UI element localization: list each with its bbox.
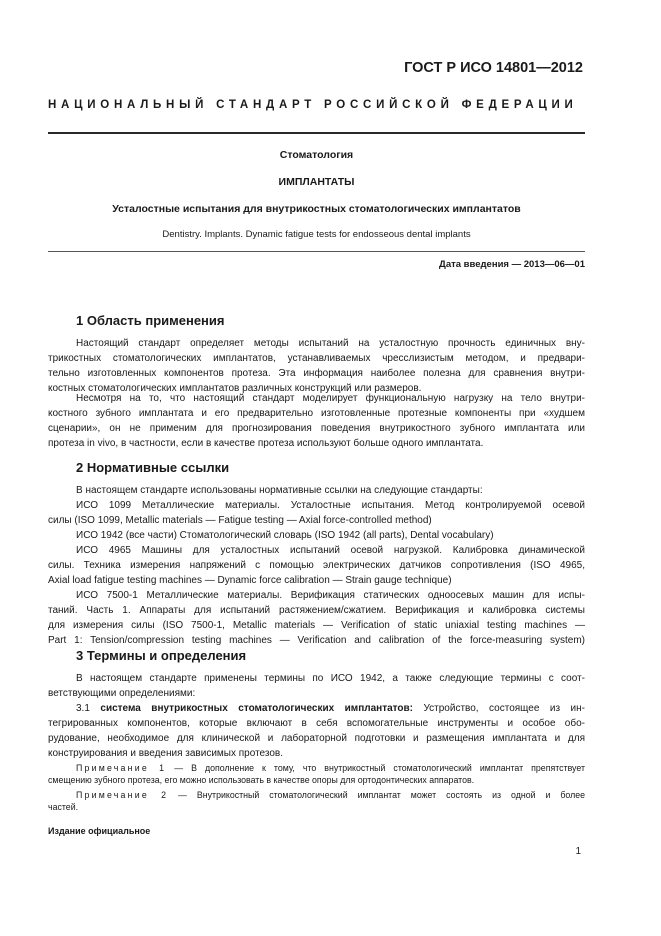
title-field: Стоматология (279, 149, 354, 161)
text-line: таний. Часть 1. Аппараты для испытаний растяжением/сжатием. Верификация и калибровка системы (48, 605, 585, 616)
title-name-ru: Усталостные испытания для внутрикостных стоматологических имплантатов (112, 203, 521, 215)
text-line (48, 789, 585, 801)
text-line: Axial load fatigue testing machines — Dynamic force calibration — Strain gauge technique) (48, 575, 452, 586)
note-label: Примечание 2 (76, 790, 169, 800)
text-line: ИСО 7500-1 Металлические материалы. Верификация статических одноосевых машин для испы- (76, 590, 585, 601)
title-rule (48, 251, 585, 252)
document-code: ГОСТ Р ИСО 14801—2012 (404, 60, 583, 76)
text-line: Part 1: Tension/compression testing machines — Verification and calibration of the force-measuring system) (48, 635, 585, 646)
text-line: ИСО 1099 Металлические материалы. Усталостные испытания. Метод контролируемой осевой (76, 500, 585, 511)
note-label: Примечание 1 (76, 763, 167, 773)
intro-date: Дата введения — 2013—06—01 (439, 259, 585, 270)
title-name-en: Dentistry. Implants. Dynamic fatigue tests for endosseous dental implants (162, 229, 471, 240)
section-2-references (48, 483, 585, 648)
title-subject: ИМПЛАНТАТЫ (278, 176, 355, 188)
section-3-heading: 3 Термины и определения (76, 648, 247, 663)
text-line: силы (ISO 1099, Metallic materials — Fatigue testing — Axial force-controlled method) (48, 515, 432, 526)
note-text: — В дополнение к тому, что внутрикостный стоматологический имплантат препятствует (166, 763, 585, 773)
text-line: ветствующими определениями: (48, 688, 196, 699)
text-line: В настоящем стандарте применены термины по ИСО 1942, а также следующие термины с соот- (76, 673, 585, 684)
text-line: ИСО 4965 Машины для усталостных испытаний осевой нагрузкой. Калибровка динамической (76, 545, 585, 556)
text-line: конструирования и введения зависимых протезов. (48, 748, 284, 759)
text-line: тегрированных компонентов, которые включают в себя вспомогательные инструменты и особое обо- (48, 718, 585, 729)
text-line: смещению зубного протеза, его можно использовать в качестве опоры для ортодонтических аппаратов. (48, 775, 475, 785)
text-line (48, 762, 585, 774)
text-line: протеза in vivo, в частности, если в качестве протеза используют больше одного имплантата. (48, 438, 484, 449)
term-definition (48, 701, 585, 761)
text-line: тельно изготовленных компонентов протеза. Эта информация наиболее полезна для сравнения внутри- (48, 368, 585, 379)
text-line: сценарии», он не применим для прогнозирования поведения внутрикостного зубного имплантата или (48, 423, 585, 434)
section-1-paragraph-1 (48, 336, 585, 396)
text-line: ИСО 1942 (все части) Стоматологический словарь (ISO 1942 (all parts), Dental vocabulary) (76, 530, 494, 541)
page-number: 1 (575, 846, 581, 857)
text-line: костного зубного имплантата и его предварительно изготовленные протезные компоненты при «худшем (48, 408, 585, 419)
text-line: силы. Техника измерения напряжений с помощью электрических датчиков сопротивления (ISO 4965, (48, 560, 585, 571)
national-standard-banner: НАЦИОНАЛЬНЫЙ СТАНДАРТ РОССИЙСКОЙ ФЕДЕРАЦИИ (48, 99, 578, 111)
text-line (48, 701, 585, 716)
note-text: — Внутрикостный стоматологический имплантат может состоять из одной и более (168, 790, 586, 800)
section-3-intro (48, 671, 585, 701)
term-name: система внутрикостных стоматологических имплантатов: (100, 703, 413, 714)
header-rule (48, 132, 585, 134)
text-line: Несмотря на то, что настоящий стандарт моделирует функциональную нагрузку на тело внутри- (76, 393, 585, 404)
text-line: В настоящем стандарте использованы нормативные ссылки на следующие стандарты: (76, 485, 483, 496)
term-number: 3.1 (76, 703, 90, 714)
note-1 (48, 762, 585, 786)
section-1-heading: 1 Область применения (76, 313, 225, 328)
text-line: частей. (48, 802, 79, 812)
text-line: костных стоматологических имплантатов различных конструкций или размеров. (48, 383, 422, 394)
term-definition-start: Устройство, состоящее из ин- (413, 703, 585, 714)
note-2 (48, 789, 585, 813)
text-line: Настоящий стандарт определяет методы испытаний на усталостную прочность единичных вну- (76, 338, 585, 349)
text-line: рудование, необходимое для клинической и лабораторной подготовки и размещения имплантата и для (48, 733, 585, 744)
edition-label: Издание официальное (48, 826, 151, 836)
text-line: трикостных стоматологических имплантатов, устанавливаемых чресслизистым методом, и предвари- (48, 353, 585, 364)
section-1-paragraph-2 (48, 391, 585, 451)
section-2-heading: 2 Нормативные ссылки (76, 460, 230, 475)
text-line: для измерения силы (ISO 7500-1, Metallic materials — Verification of static uniaxial testing machines — (48, 620, 585, 631)
